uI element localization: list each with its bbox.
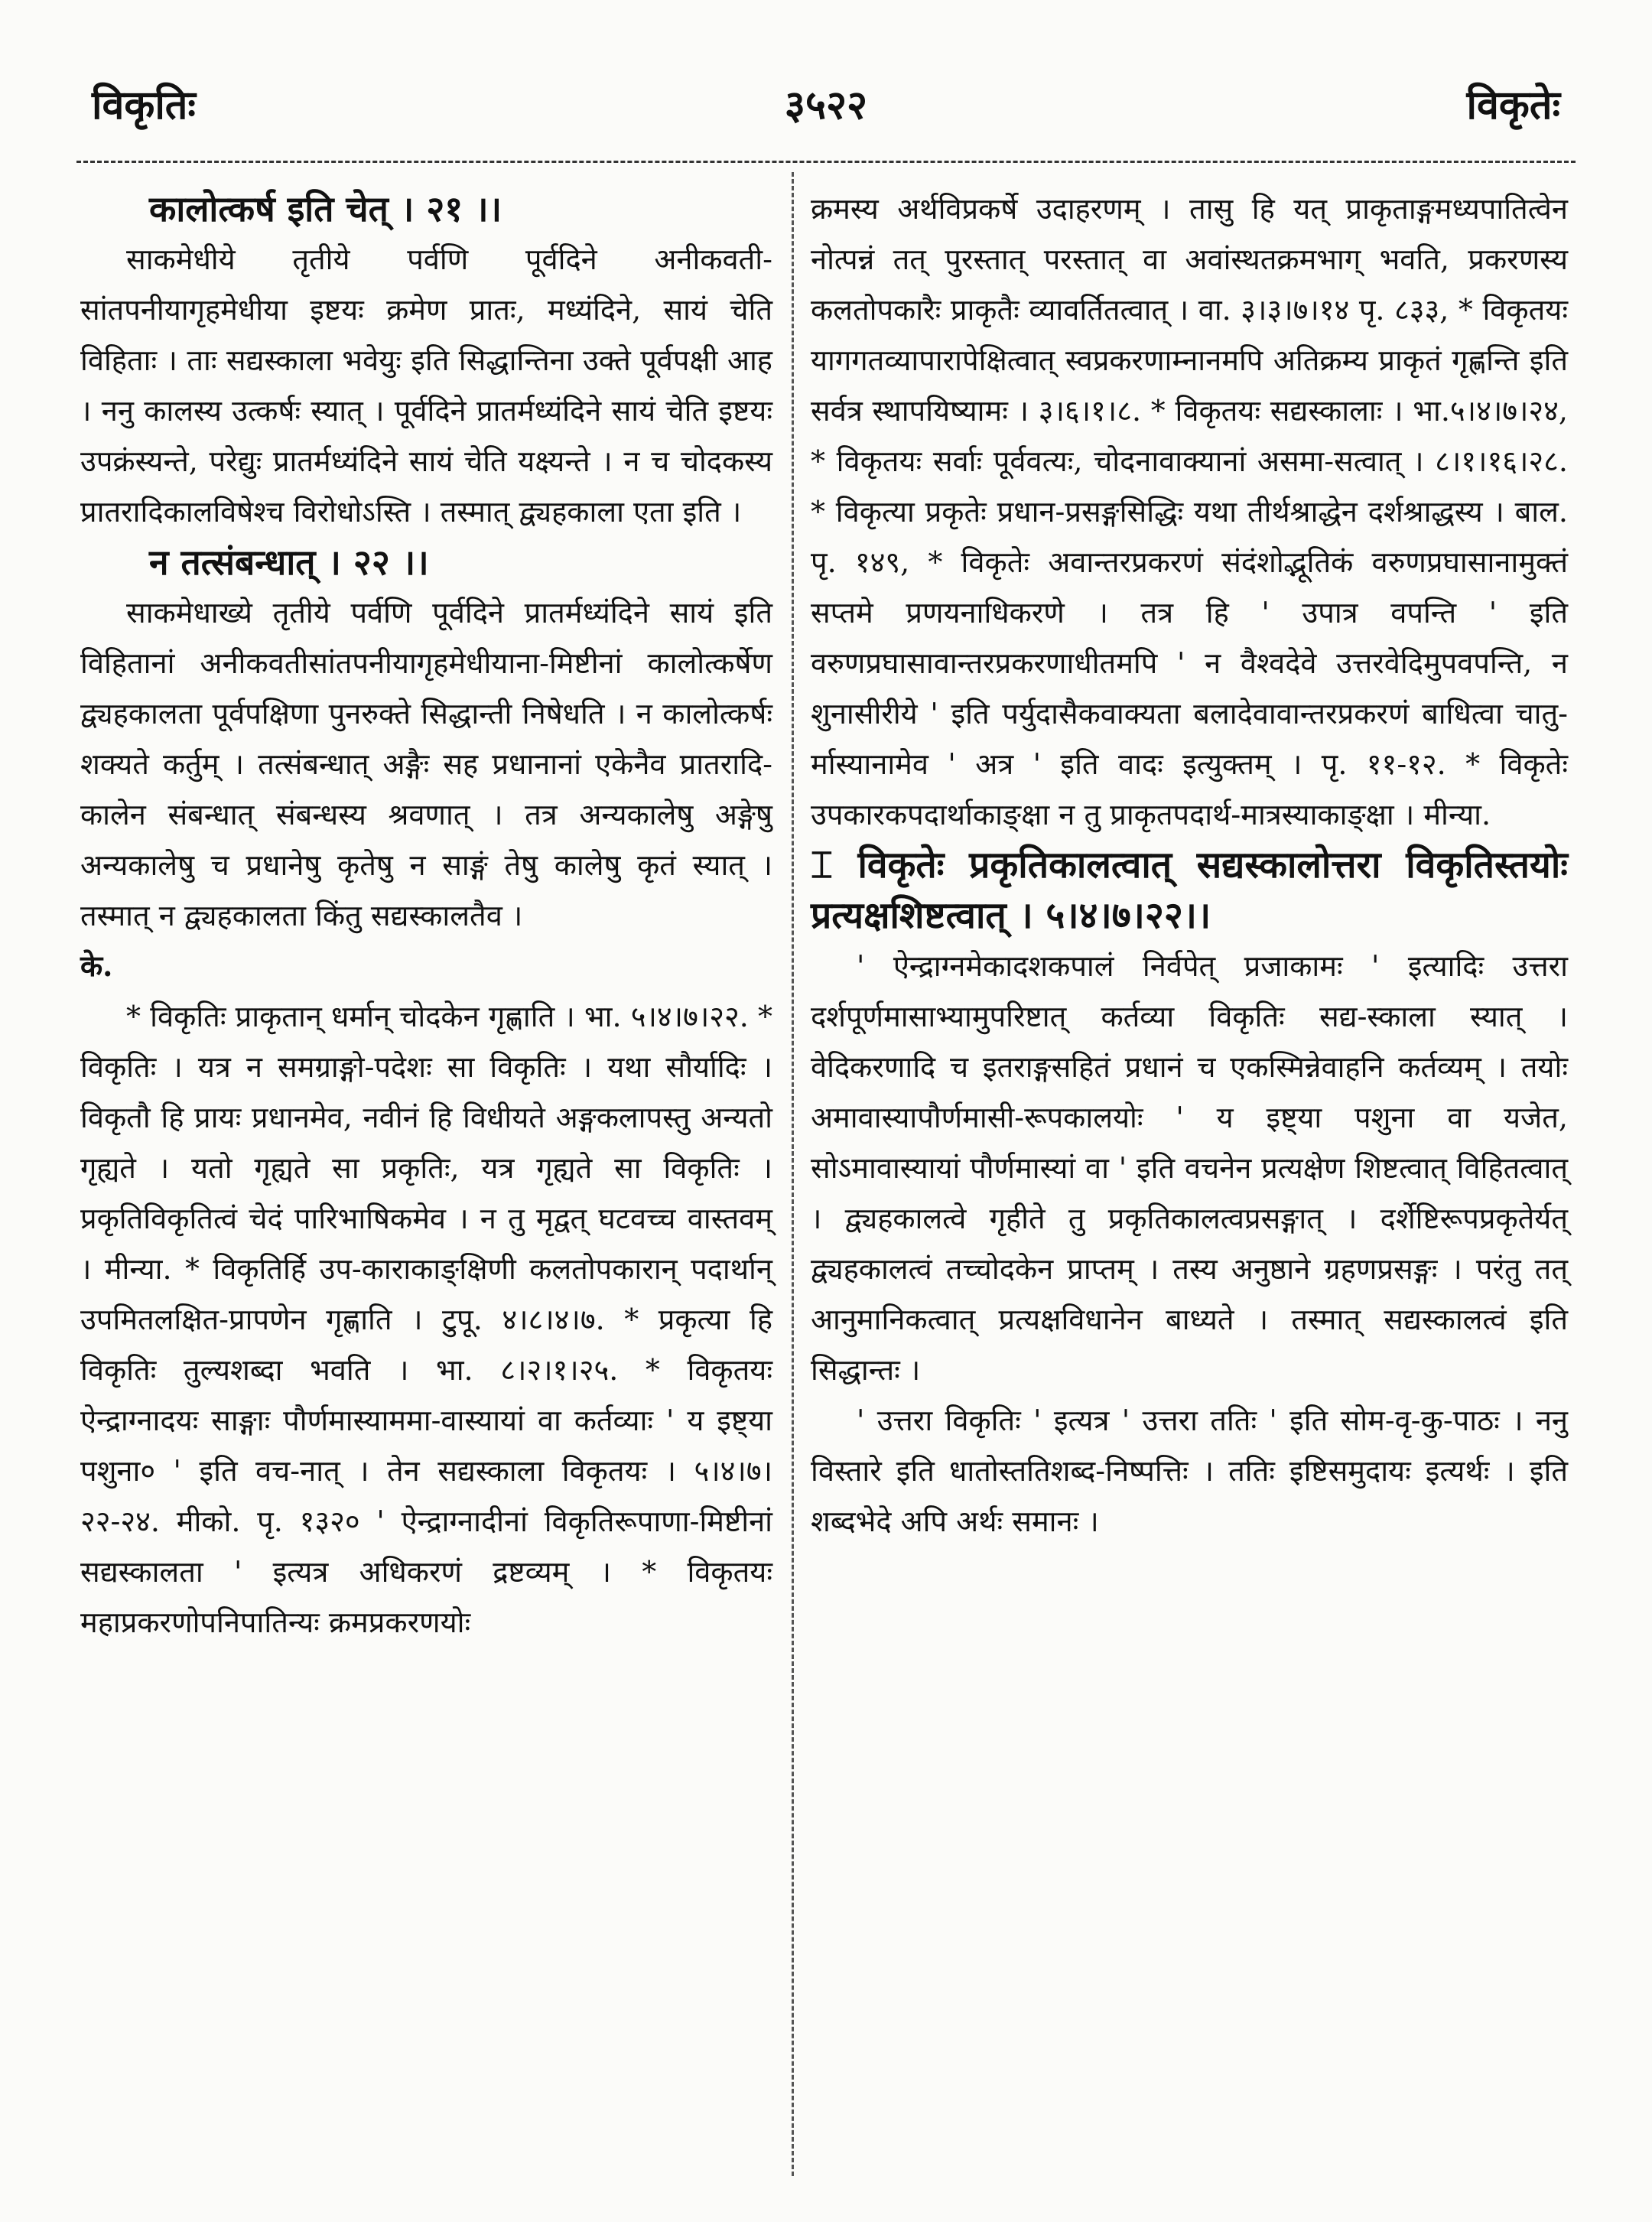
citation-paragraph: * विकृतिः प्राकृतान् धर्मान् चोदकेन गृह्णाति । भा. ५।४।७।२२. * विकृतिः । यत्र न समग्राङ्गो-पदेशः सा विकृतिः । यथा सौर्यादिः । विकृतौ हि प्रायः प्रधानमेव, नवीनं हि विधीयते अङ्गकलापस्तु अन्यतो गृह्यते । यतो गृह्यते सा प्रकृतिः, यत्र गृह्यते सा विकृतिः । प्रकृतिविकृतित्वं चेदं पारिभाषिकमेव । न तु मृद्वत् घटवच्च वास्तवम् । मीन्या. * विकृतिर्हि उप-काराकाङ्क्षिणी कलतोपकारान् पदार्थान् उपमितलक्षित-प्रापणेन गृह्णाति । टुपू. ४।८।४।७. * प्रकृत्या हि विकृतिः तुल्यशब्दा भवति । भा. ८।२।१।२५. * विकृतयः ऐन्द्राग्नादयः साङ्गाः पौर्णमास्याममा-वास्यायां वा कर्तव्याः ' य इष्ट्या पशुना० ' इति वच-नात् । तेन सद्यस्काला विकृतयः । ५।४।७।२२-२४. मीको. पृ. १३२० ' ऐन्द्राग्नादीनां विकृतिरूपाणा-मिष्टीनां सद्यस्कालता ' इत्यत्र अधिकरणं द्रष्टव्यम् । * विकृतयः महाप्रकरणोपनिपातिन्यः क्रमप्रकरणयोः — [80, 1000, 772, 1639]
column-divider — [792, 172, 794, 2176]
reference-abbrev: के. — [80, 948, 113, 983]
header-rule — [76, 161, 1576, 163]
left-column — [80, 184, 772, 1648]
commentary-paragraph: साकमेधाख्ये तृतीये पर्वणि पूर्वदिने प्रातर्मध्यंदिने सायं इति विहितानां अनीकवतीसांतपनीयागृहमेधीयाना-मिष्टीनां कालोत्कर्षेण द्व्यहकालता पूर्वपक्षिणा पुनरुक्ते सिद्धान्ती निषेधति । न कालोत्कर्षः शक्यते कर्तुम् । तत्संबन्धात् अङ्गैः सह प्रधानानां एकेनैव प्रातरादि-कालेन संबन्धात् संबन्धस्य श्रवणात् । तत्र अन्यकालेषु अङ्गेषु अन्यकालेषु च प्रधानेषु कृतेषु न साङ्गं तेषु कालेषु कृतं स्यात् । तस्मात् न द्व्यहकालता किंतु सद्यस्कालतैव । — [80, 596, 772, 932]
section-heading — [811, 840, 1568, 941]
variant-reading-paragraph: ' उत्तरा विकृतिः ' इत्यत्र ' उत्तरा ततिः ' इति सोम-वृ-कु-पाठः । ननु विस्तारे इति धातोस्ततिशब्द-निष्पत्तिः । ततिः इष्टिसमुदायः इत्यर्थः । इति शब्दभेदे अपि अर्थः समानः । — [811, 1404, 1568, 1538]
page-number: ३५२२ — [784, 82, 868, 129]
commentary-paragraph: साकमेधीये तृतीये पर्वणि पूर्वदिने अनीकवती-सांतपनीयागृहमेधीया इष्टयः क्रमेण प्रातः, मध्यंदिने, सायं चेति विहिताः । ताः सद्यस्काला भवेयुः इति सिद्धान्तिना उक्ते पूर्वपक्षी आह । ननु कालस्य उत्कर्षः स्यात् । पूर्वदिने प्रातर्मध्यंदिने सायं चेति इष्टयः उपक्रंस्यन्ते, परेद्युः प्रातर्मध्यंदिने सायं चेति यक्ष्यन्ते । न च चोदकस्य प्रातरादिकालविषेश्च विरोधोऽस्ति । तस्मात् द्व्यहकाला एता इति । — [80, 242, 772, 529]
section-heading-text: विकृतेः प्रकृतिकालत्वात् सद्यस्कालोत्तरा विकृतिस्तयोः प्रत्यक्षशिष्टत्वात् । ५।४।७।२२।। — [811, 844, 1569, 937]
header-right-word: विकृतेः — [1466, 82, 1560, 129]
section-mark-icon: ⌶ — [811, 844, 858, 887]
commentary-paragraph: ' ऐन्द्राग्नमेकादशकपालं निर्वपेत् प्रजाकामः ' इत्यादिः उत्तरा दर्शपूर्णमासाभ्यामुपरिष्टात् कर्तव्या विकृतिः सद्य-स्काला स्यात् । वेदिकरणादि च इतराङ्गसहितं प्रधानं च एकस्मिन्नेवाहनि कर्तव्यम् । तयोः अमावास्यापौर्णमासी-रूपकालयोः ' य इष्ट्या पशुना वा यजेत, सोऽमावास्यायां पौर्णमास्यां वा ' इति वचनेन प्रत्यक्षेण शिष्टत्वात् विहितत्वात् । द्व्यहकालत्वे गृहीते तु प्रकृतिकालत्वप्रसङ्गात् । दर्शेष्टिरूपप्रकृतेर्यत् द्व्यहकालत्वं तच्चोदकेन प्राप्तम् । तस्य अनुष्ठाने ग्रहणप्रसङ्गः । परंतु तत् आनुमानिकत्वात् प्रत्यक्षविधानेन बाध्यते । तस्मात् सद्यस्कालत्वं इति सिद्धान्तः । — [811, 949, 1568, 1387]
right-column — [811, 184, 1568, 1547]
citation-paragraph: क्रमस्य अर्थविप्रकर्षे उदाहरणम् । तासु हि यत् प्राकृताङ्गमध्यपातित्वेन नोत्पन्नं तत् पुरस्तात् परस्तात् वा अवांस्थतक्रमभाग् भवति, प्रकरणस्य कलतोपकारैः प्राकृतैः व्यावर्तितत्वात् । वा. ३।३।७।१४ पृ. ८३३, * विकृतयः यागगतव्यापारापेक्षित्वात् स्वप्रकरणाम्नानमपि अतिक्रम्य प्राकृतं गृह्णन्ति इति सर्वत्र स्थापयिष्यामः । ३।६।१।८. * विकृतयः सद्यस्कालाः । भा.५।४।७।२४, * विकृतयः सर्वाः पूर्ववत्यः, चोदनावाक्यानां असमा-सत्वात् । ८।१।१६।२८. * विकृत्या प्रकृतेः प्रधान-प्रसङ्गसिद्धिः यथा तीर्थश्राद्धेन दर्शश्राद्धस्य । बाल. पृ. १४९, * विकृतेः अवान्तरप्रकरणं संदंशोद्भूतिकं वरुणप्रघासानामुक्तं सप्तमे प्रणयनाधिकरणे । तत्र हि ' उपात्र वपन्ति ' इति वरुणप्रघासावान्तरप्रकरणाधीतमपि ' न वैश्वदेवे उत्तरवेदिमुपवपन्ति, न शुनासीरीये ' इति पर्युदासैकवाक्यता बलादेवावान्तरप्रकरणं बाधित्वा चातु-र्मास्यानामेव ' अत्र ' इति वादः इत्युक्तम् । पृ. ११-१२. * विकृतेः उपकारकपदार्थाकाङ्क्षा न तु प्राकृतपदार्थ-मात्रस्याकाङ्क्षा । मीन्या. — [811, 192, 1568, 831]
sutra-heading-21: कालोत्कर्ष इति चेत् । २१ ।। — [149, 188, 502, 229]
header-left-word: विकृतिः — [92, 82, 196, 129]
sutra-heading-22: न तत्संबन्धात् । २२ ।। — [149, 542, 429, 583]
page-header — [92, 76, 1560, 138]
